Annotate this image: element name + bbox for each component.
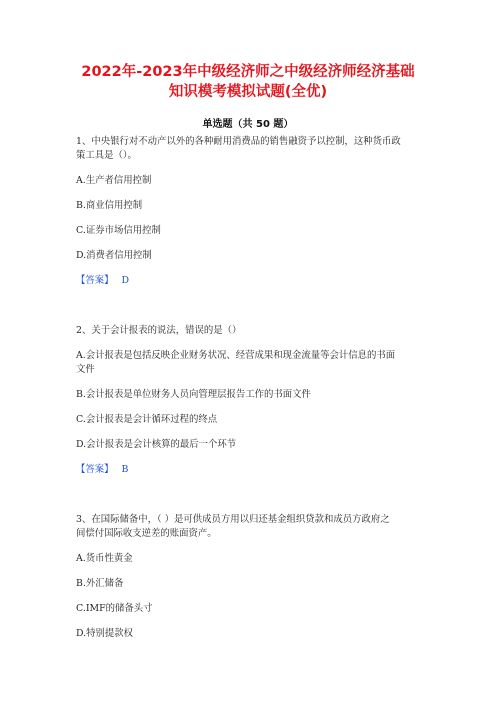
question-2-option-c: C.会计报表是会计循环过程的终点 bbox=[76, 414, 218, 425]
question-1-option-c: C.证券市场信用控制 bbox=[76, 225, 161, 236]
question-3-option-d: D.特别提款权 bbox=[76, 628, 134, 639]
question-3-option-a: A.货币性黄金 bbox=[76, 553, 133, 564]
question-1-stem-line-1: 1、中央银行对不动产以外的各种耐用消费品的销售融资予以控制，这种货币政 bbox=[76, 136, 401, 147]
question-1-stem-line-2: 策工具是（）。 bbox=[76, 150, 137, 161]
question-2-option-b: B.会计报表是单位财务人员向管理层报告工作的书面文件 bbox=[76, 389, 311, 400]
answer-label: 【答案】 bbox=[76, 275, 114, 286]
question-2-option-d: D.会计报表是会计核算的最后一个环节 bbox=[76, 439, 237, 450]
question-1-option-d: D.消费者信用控制 bbox=[76, 250, 152, 261]
question-1-option-a: A.生产者信用控制 bbox=[76, 175, 152, 186]
question-3-option-c: C.IMF的储备头寸 bbox=[76, 603, 153, 614]
question-2-option-a: A.会计报表是包括反映企业财务状况、经营成果和现金流量等会计信息的书面 bbox=[76, 350, 396, 361]
question-2-stem-line-1: 2、关于会计报表的说法，错误的是（） bbox=[76, 325, 242, 336]
question-1-answer bbox=[76, 274, 129, 288]
answer-value: D bbox=[121, 275, 130, 286]
answer-value: B bbox=[121, 464, 129, 475]
question-3-stem-line-1: 3、在国际储备中，（ ）是可供成员方用以归还基金组织贷款和成员方政府之 bbox=[76, 514, 390, 525]
section-heading: 单选题（共 50 题） bbox=[202, 119, 294, 130]
document-title-line-1: 2022年-2023年中级经济师之中级经济师经济基础 bbox=[81, 64, 415, 80]
question-3-stem-line-2: 间偿付国际收支逆差的账面资产。 bbox=[76, 528, 217, 539]
question-1-option-b: B.商业信用控制 bbox=[76, 200, 143, 211]
question-2-option-a-cont: 文件 bbox=[76, 364, 95, 375]
answer-label: 【答案】 bbox=[76, 464, 114, 475]
document-title-line-2: 知识模考模拟试题(全优) bbox=[168, 84, 328, 100]
question-3-option-b: B.外汇储备 bbox=[76, 578, 124, 589]
question-2-answer bbox=[76, 463, 128, 477]
